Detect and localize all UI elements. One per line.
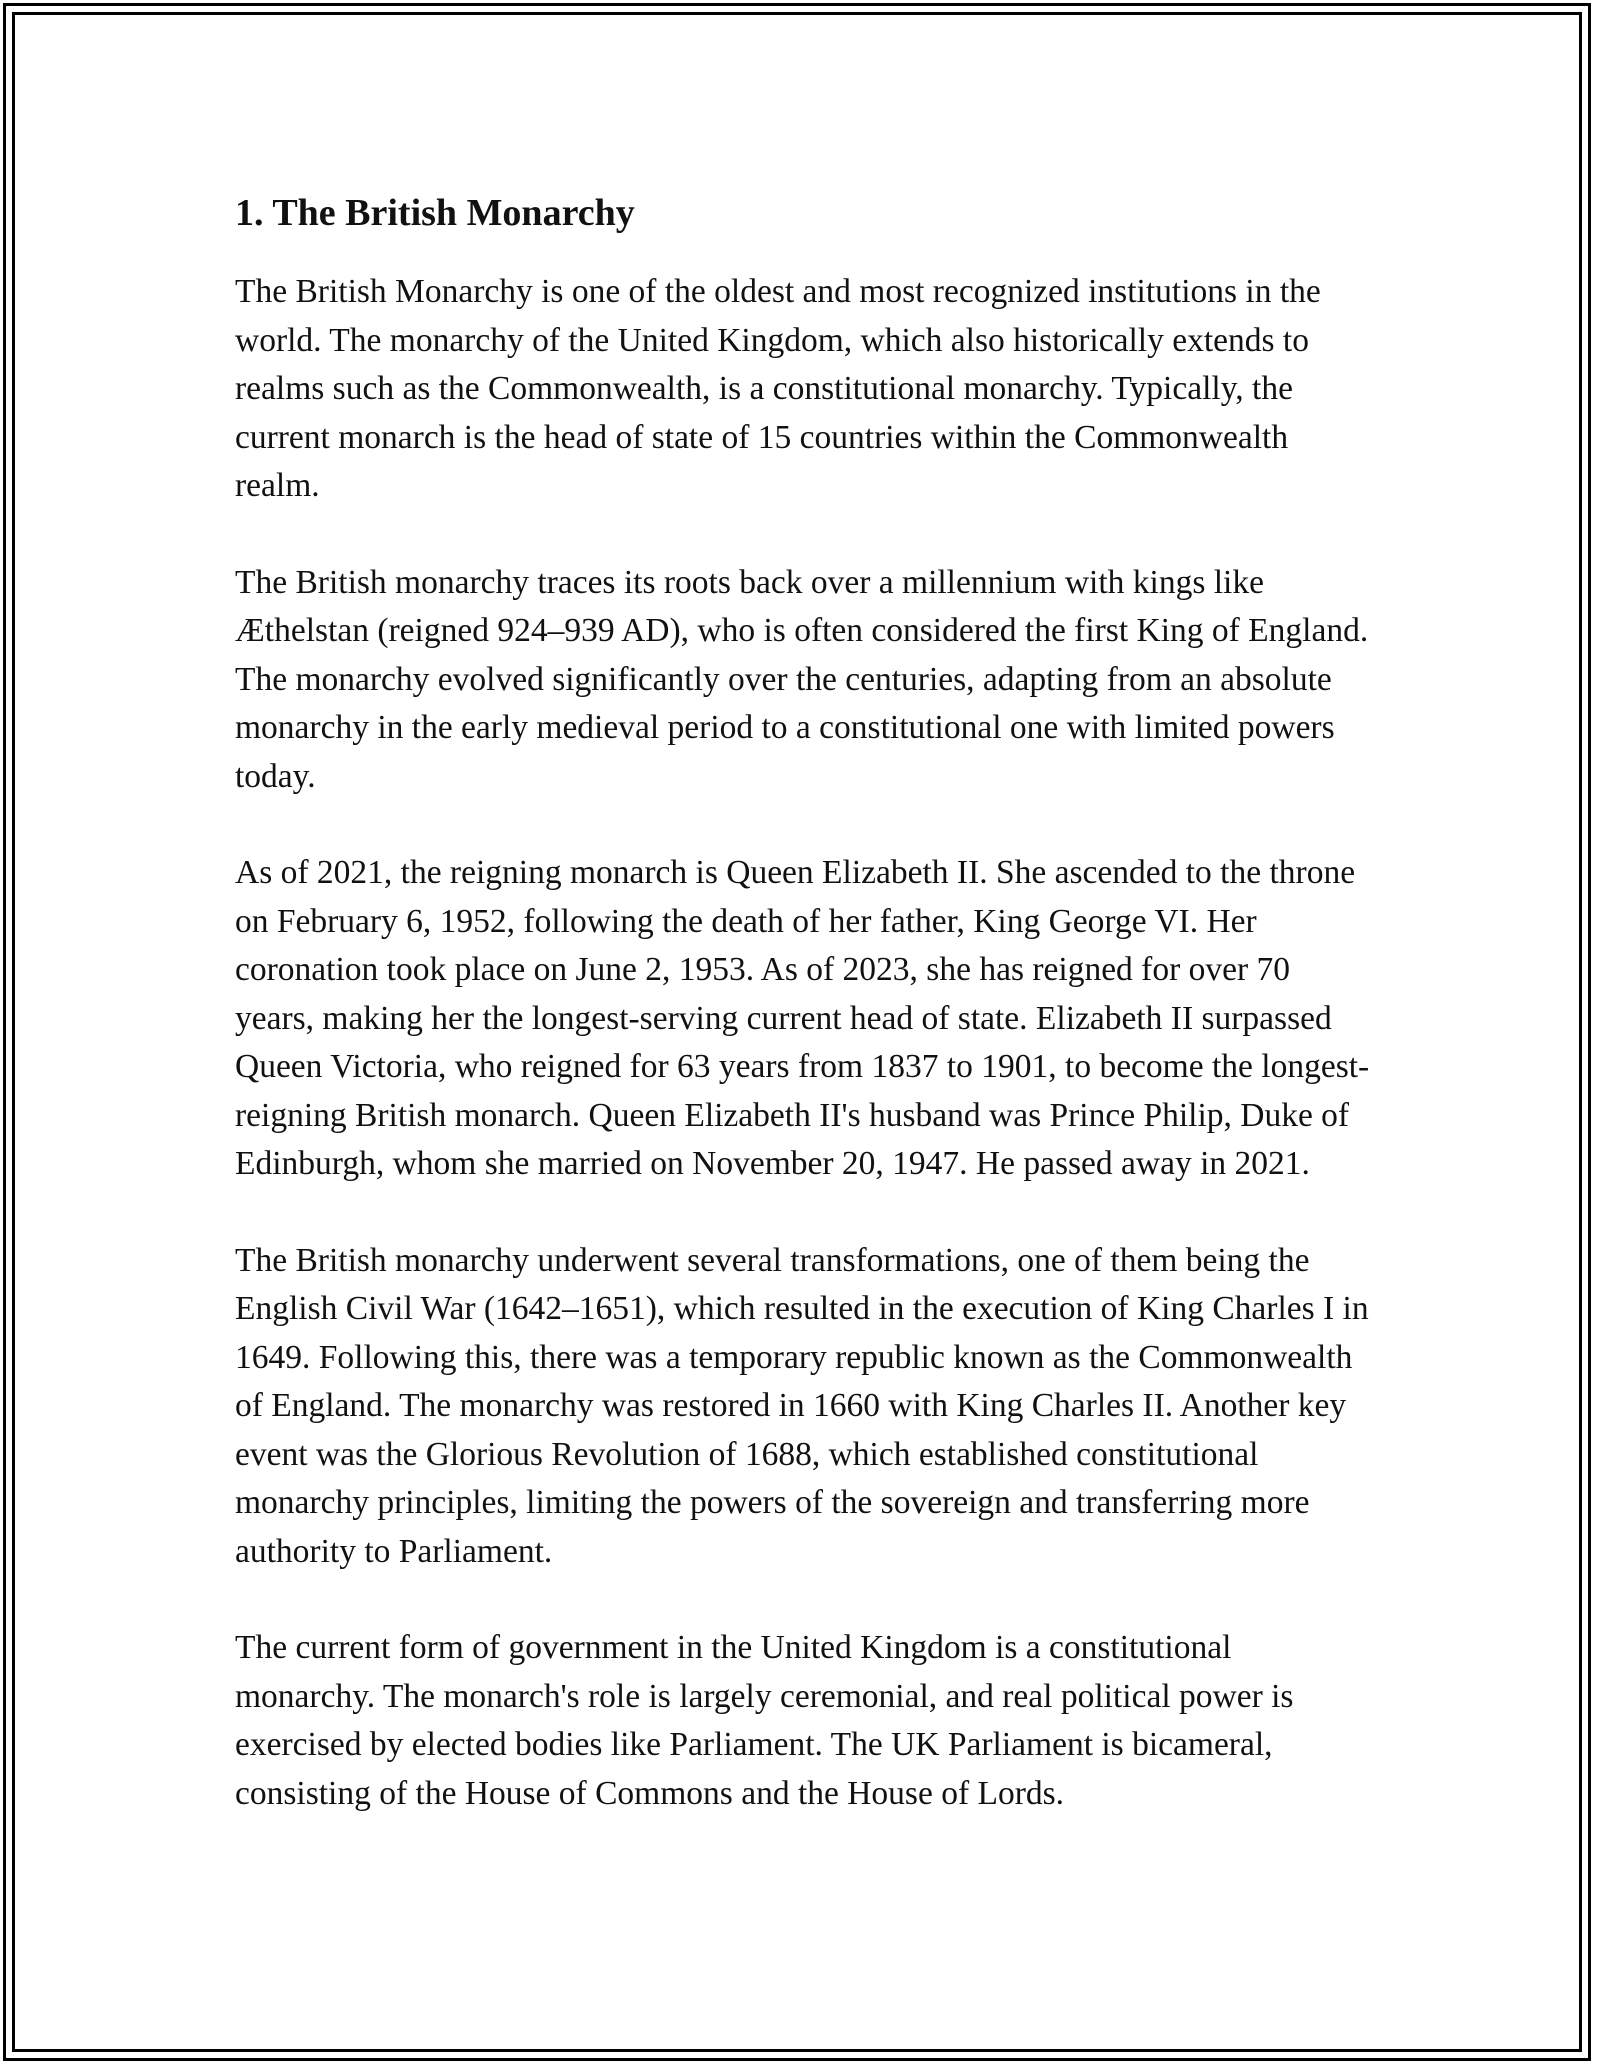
paragraph-overview: The British Monarchy is one of the oldest and most recognized institutions in the world. The monarchy of the United Kingdom, which also historically extends to realms such as the Commonwealth, is a constitutional monarchy. Typically, the current monarch is the head of state of 15 countries within the Commonwealth realm.: [235, 273, 1321, 504]
paragraph-elizabeth-ii: As of 2021, the reigning monarch is Queen Elizabeth II. She ascended to the throne on February 6, 1952, following the death of her father, King George VI. Her coronation took place on June 2, 1953. As of 2023, she has reigned for over 70 years, making her the longest-serving current head of state. Elizabeth II surpassed Queen Victoria, who reigned for 63 years from 1837 to 1901, to become the longest-reigning British monarch. Queen Elizabeth II's husband was Prince Philip, Duke of Edinburgh, whom she married on November 20, 1947. He passed away in 2021.: [235, 854, 1370, 1182]
section-title: 1. The British Monarchy: [235, 192, 635, 234]
paragraph-origins: The British monarchy traces its roots back over a millennium with kings like Æthelstan (reigned 924–939 AD), who is often considered the first King of England. The monarchy evolved significantly over the centuries, adapting from an absolute monarchy in the early medieval period to a constitutional one with limited powers today.: [235, 563, 1369, 795]
document-body: [235, 188, 1375, 1866]
paragraph-government: The current form of government in the United Kingdom is a constitutional monarchy. The monarch's role is largely ceremonial, and real political power is exercised by elected bodies like Parliament. The UK Parliament is bicameral, consisting of the House of Commons and the House of Lords.: [235, 1629, 1294, 1812]
paragraph-transformations: The British monarchy underwent several transformations, one of them being the English Civil War (1642–1651), which resulted in the execution of King Charles I in 1649. Following this, there was a temporary republic known as the Commonwealth of England. The monarchy was restored in 1660 with King Charles II. Another key event was the Glorious Revolution of 1688, which established constitutional monarchy principles, limiting the powers of the sovereign and transferring more authority to Parliament.: [235, 1241, 1369, 1570]
